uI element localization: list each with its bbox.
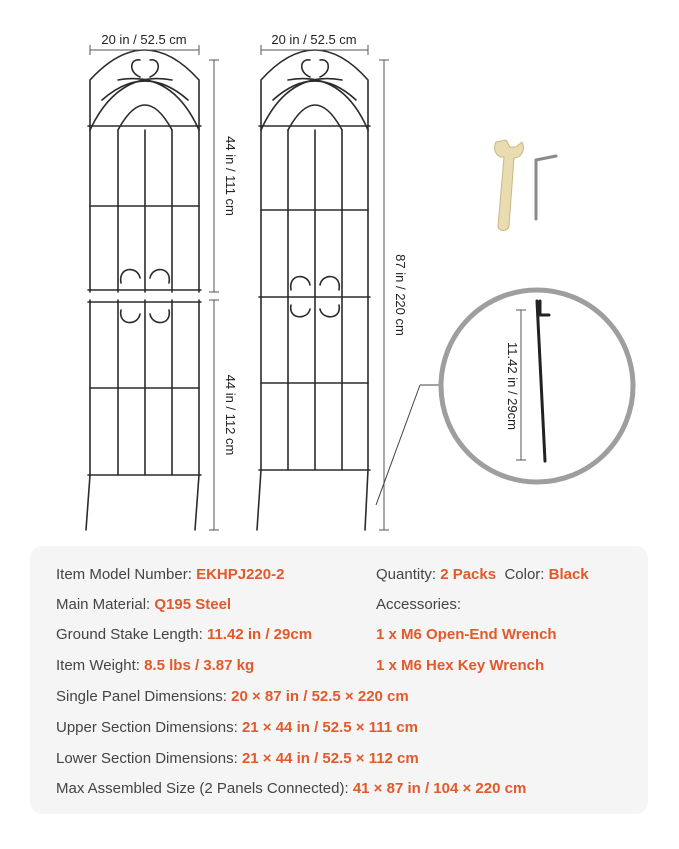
spec-lower-section — [56, 750, 419, 767]
spec-lower-value: 21 × 44 in / 52.5 × 112 cm — [241, 750, 419, 767]
spec-single-panel — [56, 688, 409, 705]
spec-material-value: Q195 Steel — [154, 596, 232, 613]
width-label-right: 20 in / 52.5 cm — [271, 32, 357, 47]
spec-lower-label: Lower Section Dimensions: — [56, 750, 238, 767]
spec-max-label: Max Assembled Size (2 Panels Connected): — [56, 780, 349, 797]
spec-stake-label: Ground Stake Length: — [56, 626, 203, 643]
spec-material-label: Main Material: — [56, 596, 151, 613]
spec-accessories-label: Accessories: — [376, 596, 462, 613]
lower-height-label: 44 in / 112 cm — [223, 374, 238, 456]
spec-color-label: Color: — [504, 566, 545, 583]
spec-card — [30, 546, 648, 814]
spec-stake — [56, 626, 312, 643]
spec-max-size — [56, 780, 526, 797]
spec-quantity-color — [376, 566, 589, 583]
spec-max-value: 41 × 87 in / 104 × 220 cm — [352, 780, 527, 797]
upper-height-label: 44 in / 111 cm — [223, 136, 238, 216]
spec-upper-value: 21 × 44 in / 52.5 × 111 cm — [241, 719, 418, 736]
trellis-left-lower — [86, 300, 201, 530]
spec-accessory-hex-key: 1 x M6 Hex Key Wrench — [376, 657, 545, 674]
spec-upper-section — [56, 719, 418, 736]
spec-weight-label: Item Weight: — [56, 657, 140, 674]
trellis-left-upper — [88, 50, 201, 292]
spec-material — [56, 596, 231, 613]
spec-model-label: Item Model Number: — [56, 566, 192, 583]
hex-key-icon — [536, 156, 556, 219]
spec-single-value: 20 × 87 in / 52.5 × 220 cm — [231, 688, 409, 705]
spec-model — [56, 566, 284, 583]
stake-length-label: 11.42 in / 29cm — [505, 342, 520, 430]
spec-weight-value: 8.5 lbs / 3.87 kg — [144, 657, 255, 674]
spec-color-value: Black — [548, 566, 589, 583]
spec-accessory-wrench: 1 x M6 Open-End Wrench — [376, 626, 557, 643]
spec-quantity-value: 2 Packs — [440, 566, 497, 583]
open-end-wrench-icon — [495, 140, 524, 231]
spec-single-label: Single Panel Dimensions: — [56, 688, 227, 705]
total-height-label: 87 in / 220 cm — [393, 254, 408, 336]
trellis-right-panel — [257, 50, 370, 530]
width-label-left: 20 in / 52.5 cm — [101, 32, 187, 47]
spec-stake-value: 11.42 in / 29cm — [206, 626, 313, 643]
spec-upper-label: Upper Section Dimensions: — [56, 719, 238, 736]
spec-weight — [56, 657, 254, 674]
spec-quantity-label: Quantity: — [376, 566, 437, 583]
spec-model-value: EKHPJ220-2 — [196, 566, 285, 583]
